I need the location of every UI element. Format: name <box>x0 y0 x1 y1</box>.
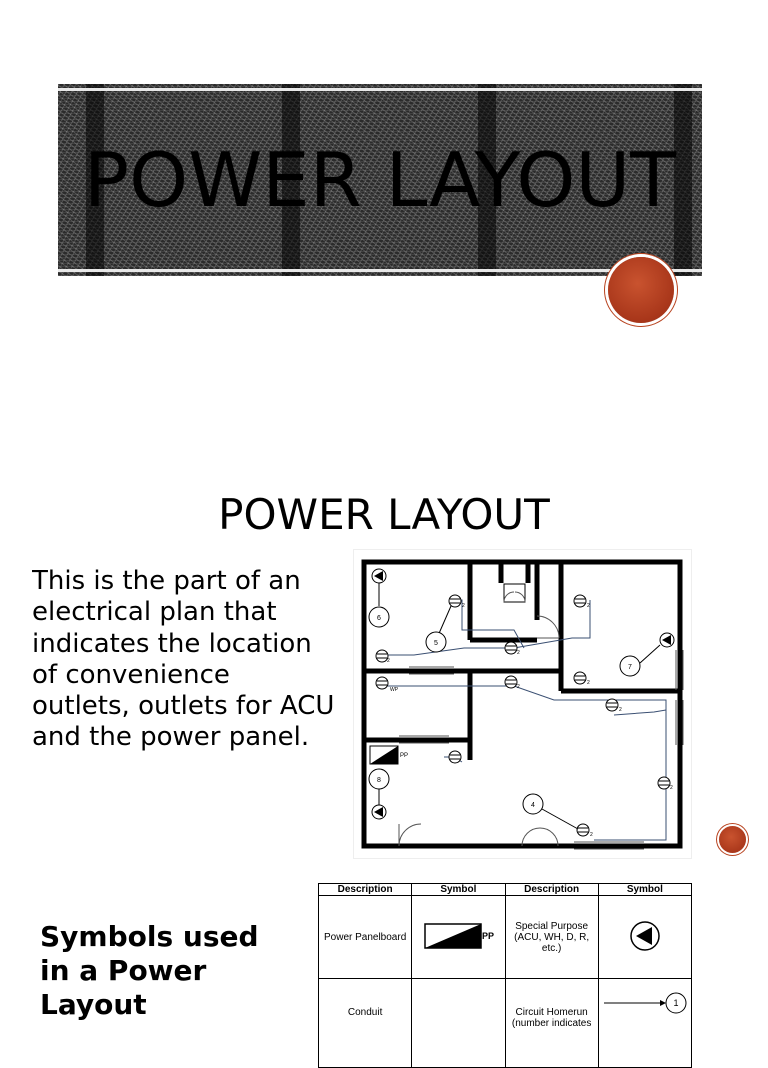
legend-description: Special Purpose (ACU, WH, D, R, etc.) <box>505 896 598 979</box>
floor-plan-drawing <box>354 550 691 858</box>
walls <box>364 562 680 846</box>
circuit-number: 5 <box>434 640 438 647</box>
outlet-label: 2 <box>462 603 465 609</box>
outlet-label: 2 <box>670 785 673 791</box>
description-line: indicates the location <box>32 628 312 659</box>
legend-row <box>319 896 692 979</box>
symbol-legend-table <box>318 883 692 1068</box>
title-banner <box>58 84 702 276</box>
column-header: Symbol <box>598 884 691 896</box>
description-line: outlets, outlets for ACU <box>32 691 335 722</box>
heading-line: Symbols used <box>40 920 259 953</box>
circuit-number: 4 <box>531 802 535 809</box>
description-line: and the power panel. <box>32 722 310 753</box>
decorative-circle <box>719 826 746 853</box>
column-header: Description <box>505 884 598 896</box>
power-panel-symbol <box>370 746 408 764</box>
column-header: Description <box>319 884 412 896</box>
title-slide <box>0 0 768 432</box>
legend-header-row <box>319 884 692 896</box>
description-line: electrical plan that <box>32 597 277 628</box>
legend-symbol <box>412 896 505 979</box>
column-header: Symbol <box>412 884 505 896</box>
banner-top-rule <box>58 88 702 91</box>
special-purpose-symbols <box>372 569 674 819</box>
outlet-label: 2 <box>587 603 590 609</box>
outlet-label: 2 <box>387 658 390 664</box>
outlet-label: 2 <box>517 684 520 690</box>
panel-label: PP <box>400 753 409 759</box>
legend-description: Power Panelboard <box>319 896 412 979</box>
homerun-number: 1 <box>673 998 679 1008</box>
circuit-number: 6 <box>377 615 381 622</box>
slide-heading: POWER LAYOUT <box>218 490 550 539</box>
symbols-heading <box>40 920 259 1022</box>
weatherproof-label: WP <box>390 687 399 693</box>
description-line: This is the part of an <box>32 566 301 596</box>
legend-symbol <box>412 979 505 1068</box>
floor-plan <box>353 549 692 859</box>
circuit-number: 7 <box>628 664 632 671</box>
heading-line: Layout <box>40 988 147 1021</box>
legend-symbol <box>598 896 691 979</box>
symbol-label: PP <box>482 930 495 941</box>
outlet-label: 2 <box>517 650 520 656</box>
outlet-label: 2 <box>590 832 593 838</box>
description-text <box>32 566 354 758</box>
heading-line: in a Power <box>40 954 207 987</box>
slide-title: POWER LAYOUT <box>83 136 677 224</box>
power-panelboard-symbol <box>421 921 495 951</box>
decorative-circle <box>608 257 674 323</box>
legend-row <box>319 979 692 1068</box>
circuit-numbers <box>377 615 632 809</box>
symbols-slide <box>0 864 768 1029</box>
legend-symbol <box>598 979 691 1068</box>
special-purpose-icon <box>628 919 662 953</box>
outlet-label: 2 <box>619 707 622 713</box>
banner-bottom-rule <box>58 269 702 272</box>
outlet-label: 2 <box>587 680 590 686</box>
description-line: of convenience <box>32 659 230 690</box>
power-layout-slide <box>0 432 768 864</box>
circuit-homerun-symbol <box>602 991 688 1015</box>
legend-description: Conduit <box>319 979 412 1068</box>
legend-description: Circuit Homerun (number indicates <box>505 979 598 1068</box>
outlet-symbols <box>376 595 670 836</box>
circuit-number: 8 <box>377 777 381 784</box>
